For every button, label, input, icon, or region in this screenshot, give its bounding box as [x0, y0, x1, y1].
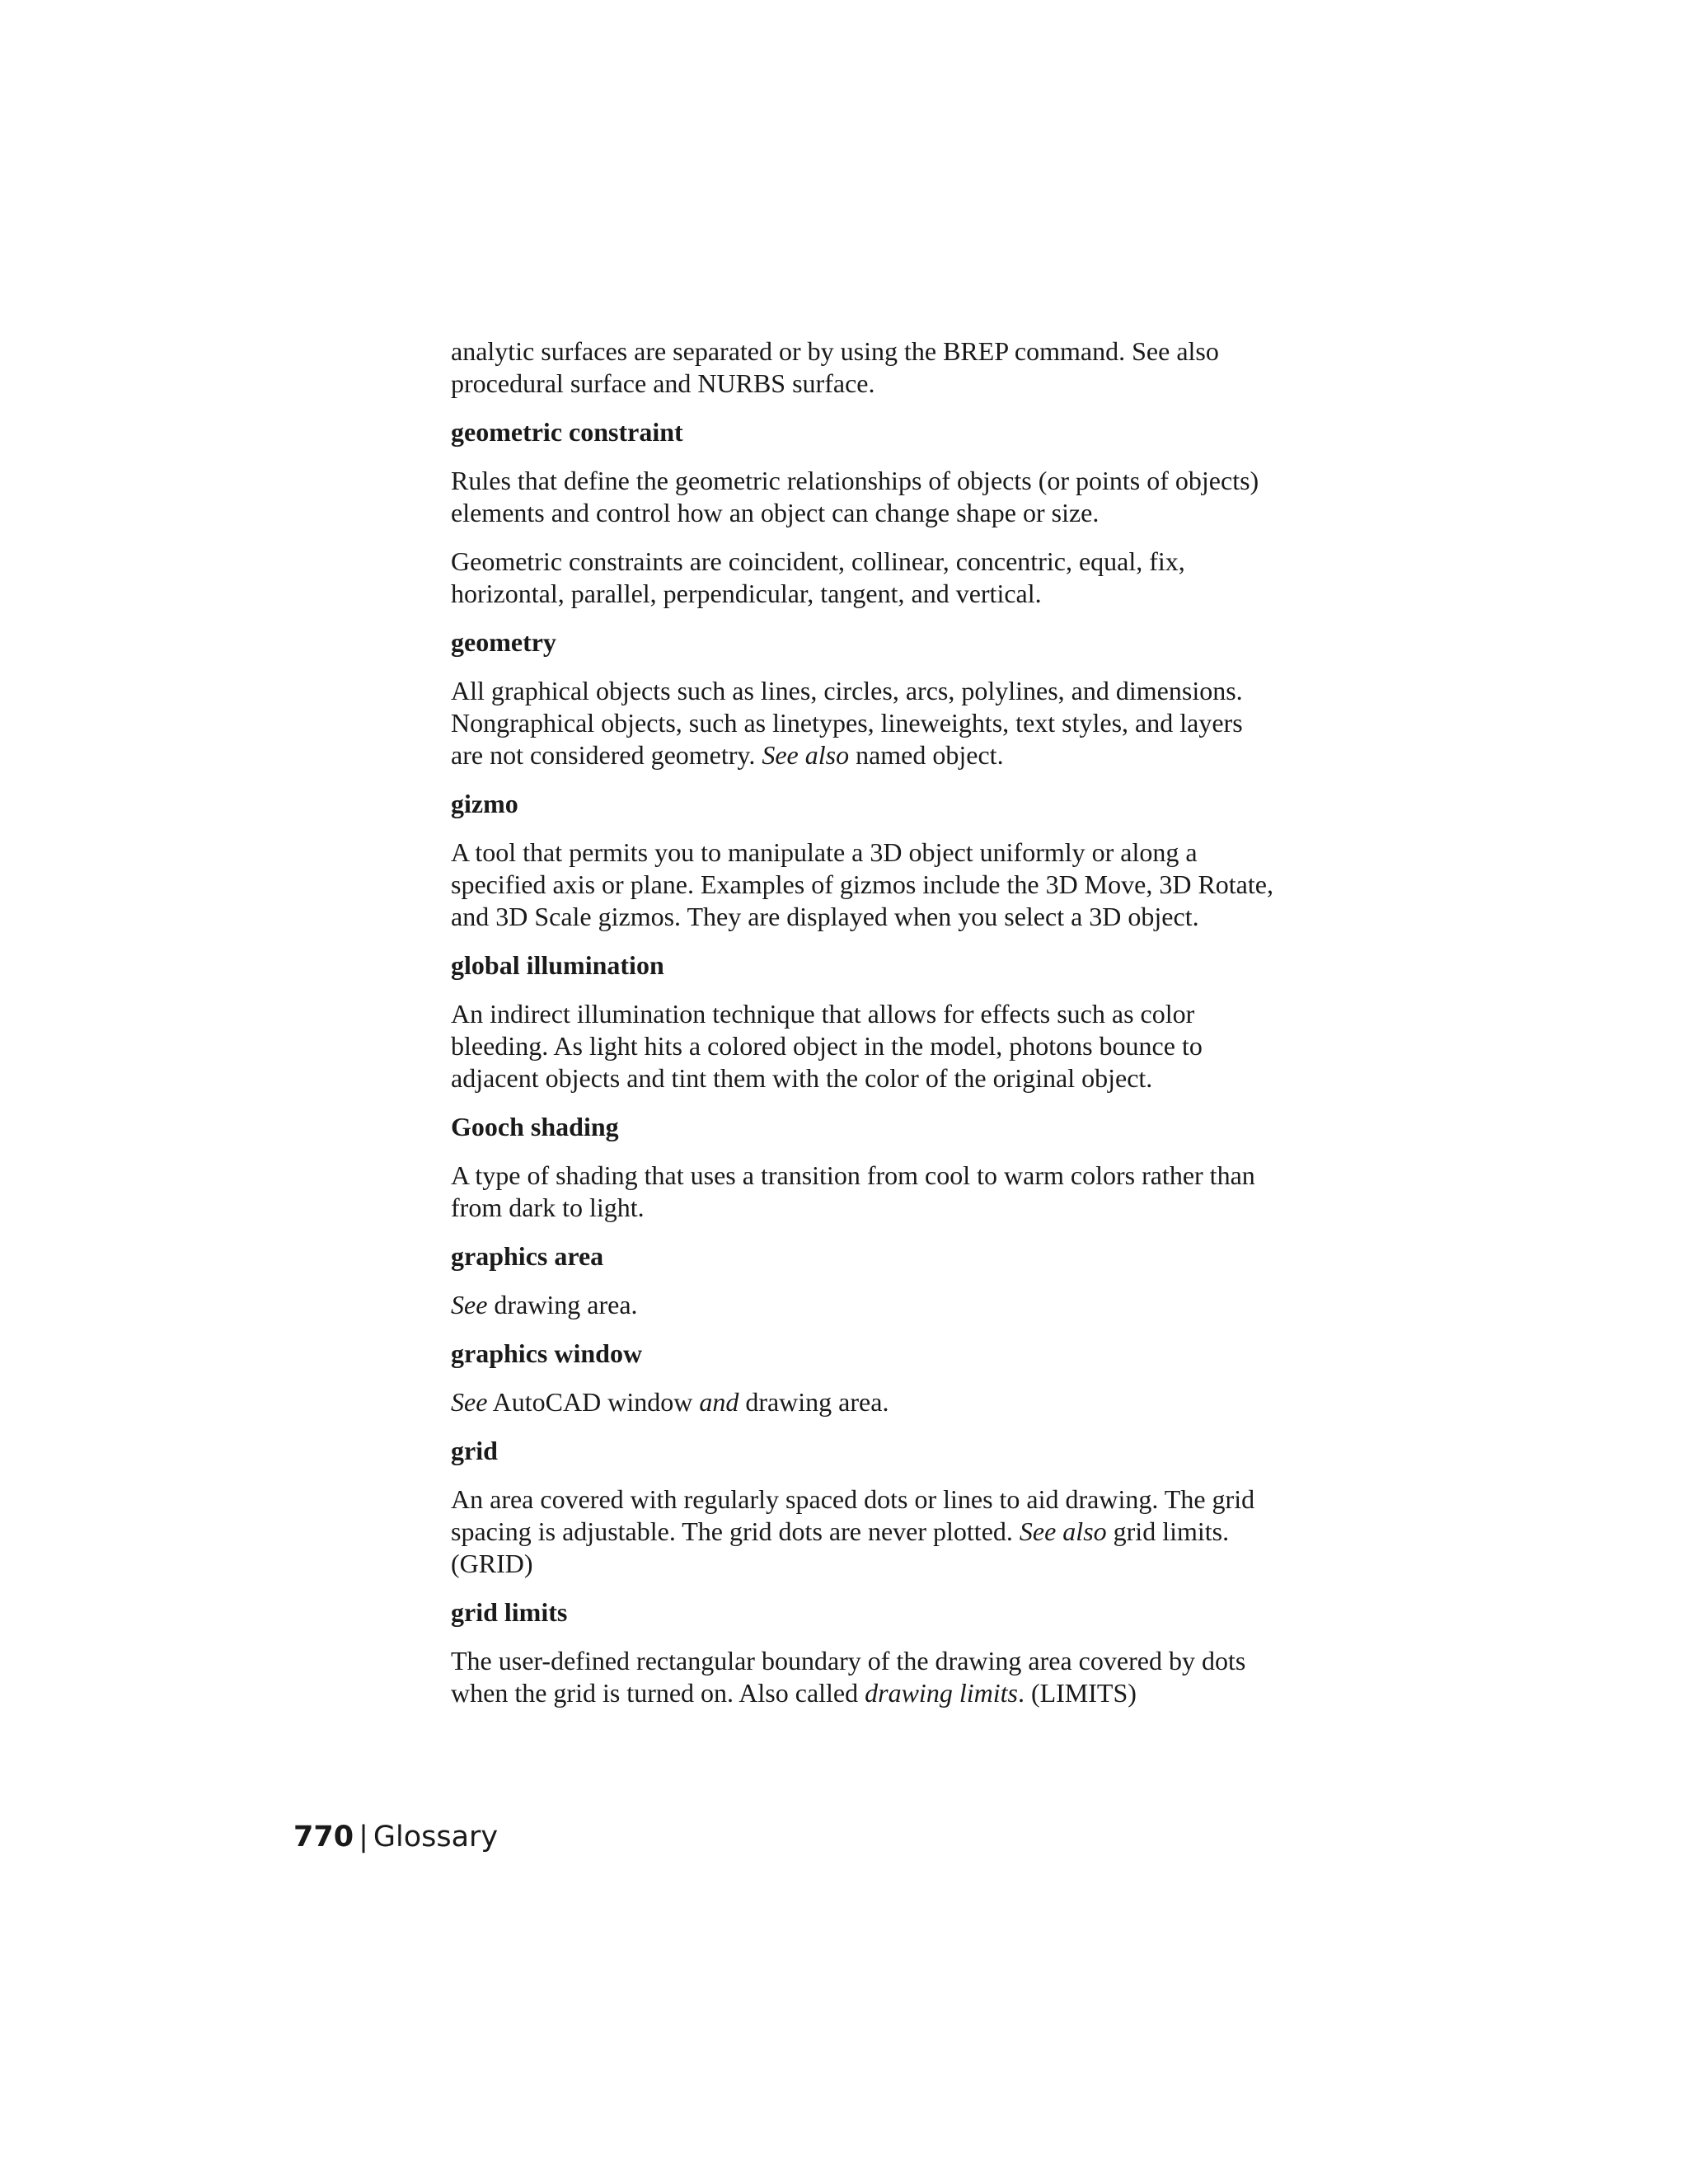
see-italic: See	[451, 1387, 488, 1417]
text-run: spacing is adjustable. The grid dots are never plotted.	[451, 1516, 1020, 1546]
text-line: A type of shading that uses a transition from cool to warm colors rather than	[451, 1160, 1255, 1190]
text-line: All graphical objects such as lines, circles, arcs, polylines, and dimensions.	[451, 676, 1243, 705]
text-line	[451, 1386, 1341, 1418]
text-line	[451, 739, 1341, 771]
text-run: . (LIMITS)	[1017, 1678, 1137, 1708]
text-line	[451, 1289, 1341, 1321]
text-line: procedural surface and NURBS surface.	[451, 368, 875, 398]
glossary-content	[451, 335, 1341, 1726]
definition-geometric-constraint-2	[451, 546, 1341, 610]
text-line: (GRID)	[451, 1549, 533, 1578]
definition-gooch-shading	[451, 1160, 1341, 1224]
term-gooch-shading: Gooch shading	[451, 1112, 619, 1141]
text-line	[451, 1516, 1341, 1548]
footer-section-title: Glossary	[373, 1821, 499, 1854]
text-run: grid limits.	[1106, 1516, 1230, 1546]
page-footer	[293, 1820, 498, 1854]
text-line: A tool that permits you to manipulate a 3D object uniformly or along a	[451, 837, 1198, 867]
see-also-italic: See also	[1019, 1516, 1107, 1546]
text-line: An area covered with regularly spaced dots or lines to aid drawing. The grid	[451, 1484, 1255, 1514]
definition-graphics-area	[451, 1289, 1341, 1321]
footer-separator: |	[359, 1821, 368, 1854]
text-line: from dark to light.	[451, 1193, 645, 1222]
see-italic: See	[451, 1290, 488, 1319]
text-run: drawing area.	[738, 1387, 889, 1417]
text-line: The user-defined rectangular boundary of the drawing area covered by dots	[451, 1646, 1246, 1675]
term-geometry: geometry	[451, 627, 556, 657]
text-run: when the grid is turned on. Also called	[451, 1678, 865, 1708]
text-run: named object.	[849, 740, 1004, 770]
see-also-italic: See also	[762, 740, 850, 770]
term-graphics-window: graphics window	[451, 1338, 643, 1368]
term-geometric-constraint: geometric constraint	[451, 417, 683, 447]
text-run: AutoCAD window	[487, 1387, 700, 1417]
text-line: Geometric constraints are coincident, collinear, concentric, equal, fix,	[451, 546, 1185, 576]
text-line: and 3D Scale gizmos. They are displayed when you select a 3D object.	[451, 902, 1199, 931]
text-run: are not considered geometry.	[451, 740, 762, 770]
and-italic: and	[699, 1387, 739, 1417]
text-line: bleeding. As light hits a colored object in the model, photons bounce to	[451, 1031, 1203, 1061]
text-line: specified axis or plane. Examples of gizmos include the 3D Move, 3D Rotate,	[451, 869, 1273, 899]
continuation-paragraph	[451, 335, 1341, 400]
definition-geometry	[451, 675, 1341, 771]
definition-geometric-constraint-1	[451, 465, 1341, 529]
term-grid: grid	[451, 1436, 498, 1465]
text-line: horizontal, parallel, perpendicular, tangent, and vertical.	[451, 579, 1042, 608]
definition-grid-limits	[451, 1645, 1341, 1709]
page-number: 770	[293, 1821, 354, 1854]
drawing-limits-italic: drawing limits	[865, 1678, 1018, 1708]
term-gizmo: gizmo	[451, 789, 518, 818]
definition-global-illumination	[451, 998, 1341, 1094]
term-graphics-area: graphics area	[451, 1241, 604, 1271]
definition-gizmo	[451, 837, 1341, 933]
text-line: Rules that define the geometric relationships of objects (or points of objects)	[451, 466, 1259, 495]
text-line: Nongraphical objects, such as linetypes, lineweights, text styles, and layers	[451, 708, 1243, 738]
text-line: adjacent objects and tint them with the color of the original object.	[451, 1063, 1153, 1093]
text-line	[451, 1677, 1341, 1709]
term-grid-limits: grid limits	[451, 1597, 568, 1627]
text-run: drawing area.	[487, 1290, 638, 1319]
text-line: analytic surfaces are separated or by using the BREP command. See also	[451, 336, 1219, 366]
definition-graphics-window	[451, 1386, 1341, 1418]
term-global-illumination: global illumination	[451, 950, 664, 980]
text-line: An indirect illumination technique that allows for effects such as color	[451, 999, 1195, 1029]
definition-grid	[451, 1483, 1341, 1580]
text-line: elements and control how an object can change shape or size.	[451, 498, 1100, 527]
